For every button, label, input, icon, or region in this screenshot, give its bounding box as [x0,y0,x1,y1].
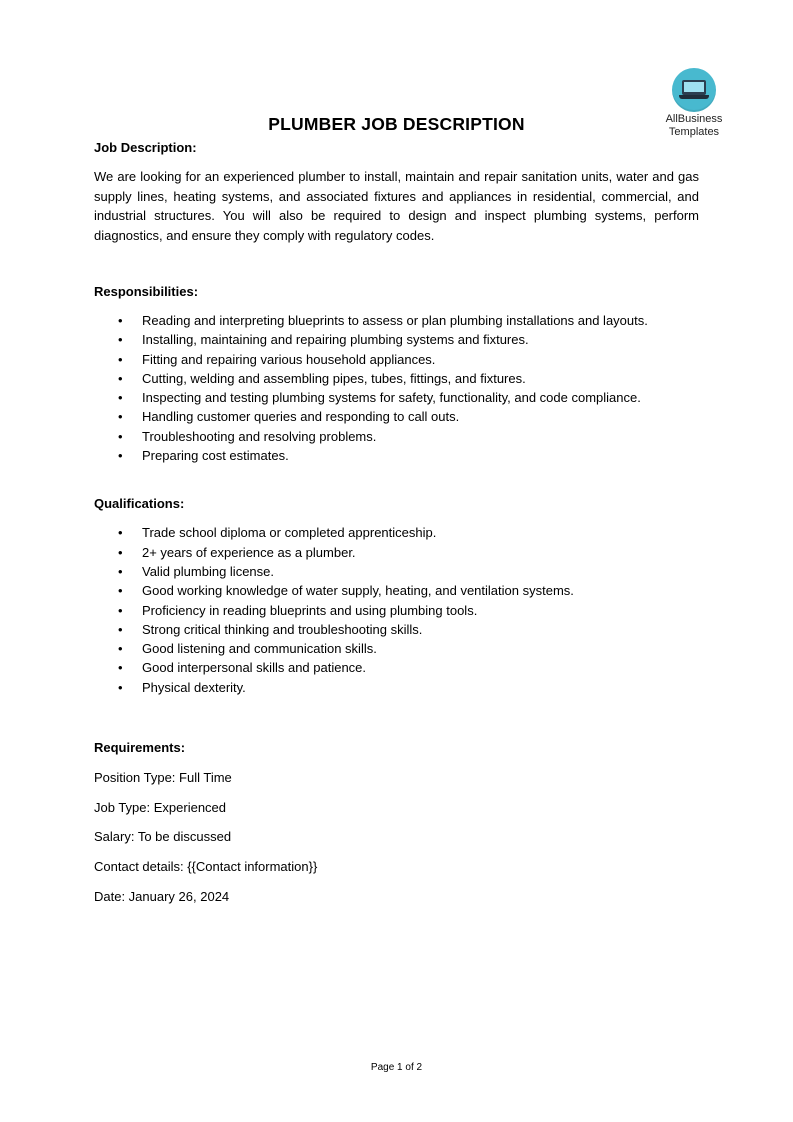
qualifications-list [94,523,699,697]
bullet-icon: • [118,563,123,579]
list-item [94,311,699,330]
bullet-icon: • [118,332,123,348]
bullet-icon: • [118,679,123,695]
bullet-icon: • [118,583,123,599]
list-item-text: Fitting and repairing various household appliances. [142,351,436,367]
bullet-icon: • [118,660,123,676]
list-item-text: Proficiency in reading blueprints and using plumbing tools. [142,602,478,618]
laptop-icon [672,68,716,112]
list-item [94,601,699,620]
list-item-text: Inspecting and testing plumbing systems for safety, functionality, and code compliance. [142,390,641,406]
list-item [94,330,699,349]
list-item [94,543,699,562]
list-item [94,369,699,388]
list-item [94,658,699,677]
list-item-text: Reading and interpreting blueprints to assess or plan plumbing installations and layouts. [142,313,648,328]
list-item-text: 2+ years of experience as a plumber. [142,544,356,560]
list-item-text: Valid plumbing license. [142,563,274,579]
bullet-icon: • [118,525,123,541]
qualifications-heading: Qualifications: [94,496,185,512]
list-item [94,350,699,369]
bullet-icon: • [118,602,123,618]
bullet-icon: • [118,428,123,444]
list-item [94,427,699,446]
document-body [94,139,699,906]
list-item-text: Preparing cost estimates. [142,448,289,464]
list-item [94,581,699,600]
job-description-text: We are looking for an experienced plumber to install, maintain and repair sanitation units, water and gas supply lines, heating systems, and associated fixtures and appliances in residential, commercial, and industrial structures. You will also be required to design and inspect plumbing systems, perform diagnostics, and ensure they comply with regulatory codes. [94,169,699,243]
job-description-section [94,139,699,245]
page-number: Page 1 of 2 [370,1062,423,1073]
list-item [94,446,699,465]
bullet-icon: • [118,448,123,464]
list-item-text: Installing, maintaining and repairing plumbing systems and fixtures. [142,332,529,348]
contact-details: Contact details: {{Contact information}} [94,859,318,875]
list-item [94,639,699,658]
list-item [94,407,699,426]
list-item-text: Trade school diploma or completed apprenticeship. [142,525,437,541]
logo-text-line1: AllBusiness [665,113,723,125]
responsibilities-list [94,311,699,465]
list-item-text: Good listening and communication skills. [142,641,377,657]
date: Date: January 26, 2024 [94,889,230,905]
list-item [94,620,699,639]
list-item-text: Good working knowledge of water supply, heating, and ventilation systems. [142,583,574,599]
list-item-text: Good interpersonal skills and patience. [142,660,367,676]
job-description-heading: Job Description: [94,140,197,155]
bullet-icon: • [118,641,123,657]
bullet-icon: • [118,370,123,386]
list-item-text: Cutting, welding and assembling pipes, tubes, fittings, and fixtures. [142,370,526,386]
qualifications-section [94,495,699,697]
list-item-text: Troubleshooting and resolving problems. [142,428,377,444]
job-type: Job Type: Experienced [94,800,227,816]
requirements-section [94,739,699,906]
list-item [94,562,699,581]
bullet-icon: • [118,390,123,406]
salary: Salary: To be discussed [94,829,232,845]
list-item-text: Handling customer queries and responding to call outs. [142,409,460,425]
bullet-icon: • [118,409,123,425]
list-item-text: Physical dexterity. [142,679,246,695]
position-type: Position Type: Full Time [94,770,232,786]
list-item-text: Strong critical thinking and troubleshooting skills. [142,621,423,637]
bullet-icon: • [118,351,123,367]
list-item [94,388,699,407]
requirements-heading: Requirements: [94,740,186,756]
bullet-icon: • [118,313,123,328]
list-item [94,523,699,542]
bullet-icon: • [118,544,123,560]
responsibilities-section [94,283,699,465]
list-item [94,678,699,697]
logo-text-line2: Templates [668,126,720,138]
bullet-icon: • [118,621,123,637]
responsibilities-heading: Responsibilities: [94,284,199,299]
page-title: PLUMBER JOB DESCRIPTION [268,114,525,134]
